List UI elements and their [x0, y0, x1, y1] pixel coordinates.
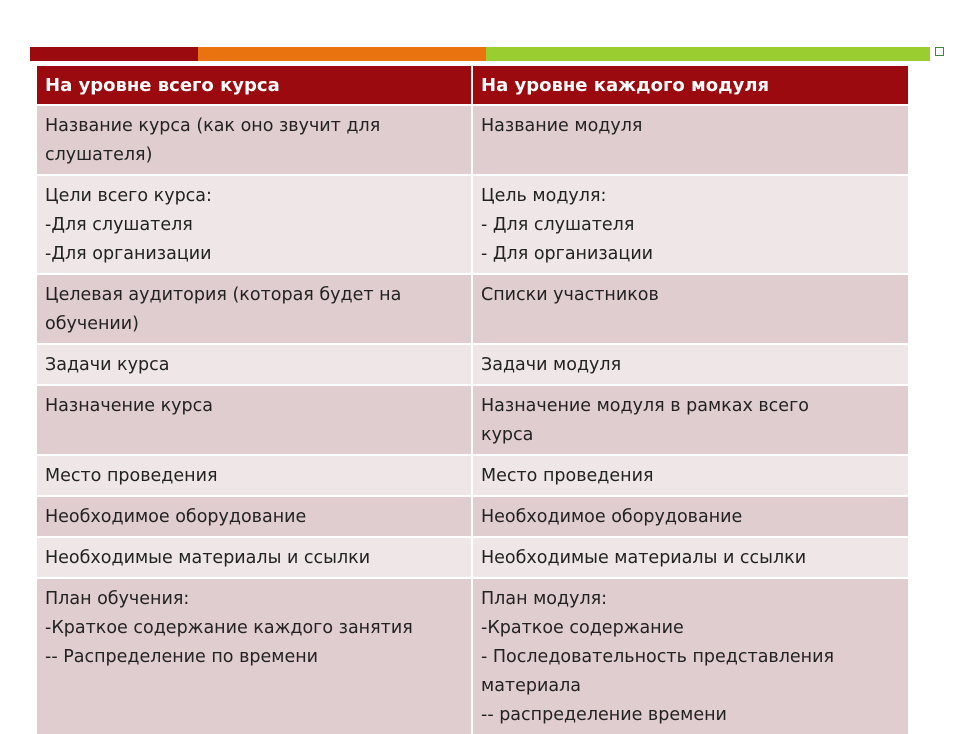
- cell-text-line: -- распределение времени: [481, 705, 727, 725]
- course-level-cell: [37, 537, 472, 578]
- cell-text-line: Необходимые материалы и ссылки: [45, 548, 371, 568]
- decorative-square-icon: [935, 47, 944, 56]
- cell-text-line: Место проведения: [45, 466, 218, 486]
- cell-text-line: Название курса (как оно звучит для: [45, 116, 381, 136]
- table-row: [37, 344, 908, 385]
- table-row: [37, 385, 908, 455]
- course-level-cell: [37, 578, 472, 734]
- cell-text-line: -Краткое содержание: [481, 618, 684, 638]
- table-row: [37, 175, 908, 274]
- course-level-cell: [37, 105, 472, 175]
- module-level-cell: [472, 455, 908, 496]
- course-level-cell: [37, 496, 472, 537]
- course-level-cell: [37, 455, 472, 496]
- cell-text-line: -Для организации: [45, 244, 212, 264]
- cell-text-line: материала: [481, 676, 582, 696]
- course-level-cell: [37, 385, 472, 455]
- cell-text-line: обучении): [45, 314, 139, 334]
- course-module-table-container: [37, 66, 908, 734]
- table-row: [37, 274, 908, 344]
- module-level-cell: [472, 274, 908, 344]
- cell-text-line: Место проведения: [481, 466, 654, 486]
- module-level-cell: [472, 105, 908, 175]
- module-level-cell: [472, 537, 908, 578]
- cell-text-line: Назначение курса: [45, 396, 213, 416]
- course-level-cell: [37, 344, 472, 385]
- color-bar-green-segment: [486, 47, 930, 61]
- cell-text-line: слушателя): [45, 145, 153, 165]
- table-body: [37, 105, 908, 734]
- cell-text-line: Название модуля: [481, 116, 643, 136]
- module-level-cell: [472, 385, 908, 455]
- course-level-cell: [37, 274, 472, 344]
- cell-text-line: курса: [481, 425, 534, 445]
- cell-text-line: - Последовательность представления: [481, 647, 835, 667]
- cell-text-line: -Краткое содержание каждого занятия: [45, 618, 413, 638]
- table-row: [37, 537, 908, 578]
- cell-text-line: Целевая аудитория (которая будет на: [45, 285, 402, 305]
- course-module-table: [37, 66, 908, 734]
- module-level-cell: [472, 578, 908, 734]
- header-module-level: На уровне каждого модуля: [481, 74, 770, 96]
- cell-text-line: Цели всего курса:: [45, 186, 212, 206]
- cell-text-line: - Для слушателя: [481, 215, 635, 235]
- cell-text-line: Цель модуля:: [481, 186, 607, 206]
- cell-text-line: План обучения:: [45, 589, 190, 609]
- cell-text-line: Необходимое оборудование: [481, 507, 743, 527]
- table-row: [37, 496, 908, 537]
- table-row: [37, 578, 908, 734]
- header-course-level: На уровне всего курса: [37, 66, 472, 105]
- cell-text-line: -- Распределение по времени: [45, 647, 319, 667]
- cell-text-line: Необходимые материалы и ссылки: [481, 548, 807, 568]
- module-level-cell: [472, 344, 908, 385]
- table-row: [37, 455, 908, 496]
- module-level-cell: [472, 175, 908, 274]
- decorative-color-bar: [30, 47, 930, 61]
- color-bar-orange-segment: [198, 47, 486, 61]
- cell-text-line: Списки участников: [481, 285, 659, 305]
- cell-text-line: Задачи модуля: [481, 355, 622, 375]
- cell-text-line: Назначение модуля в рамках всего: [481, 396, 809, 416]
- table-header-row: [37, 66, 908, 105]
- cell-text-line: Необходимое оборудование: [45, 507, 307, 527]
- course-level-cell: [37, 175, 472, 274]
- cell-text-line: - Для организации: [481, 244, 654, 264]
- color-bar-red-segment: [30, 47, 198, 61]
- cell-text-line: -Для слушателя: [45, 215, 193, 235]
- cell-text-line: План модуля:: [481, 589, 608, 609]
- module-level-cell: [472, 496, 908, 537]
- cell-text-line: Задачи курса: [45, 355, 170, 375]
- table-row: [37, 105, 908, 175]
